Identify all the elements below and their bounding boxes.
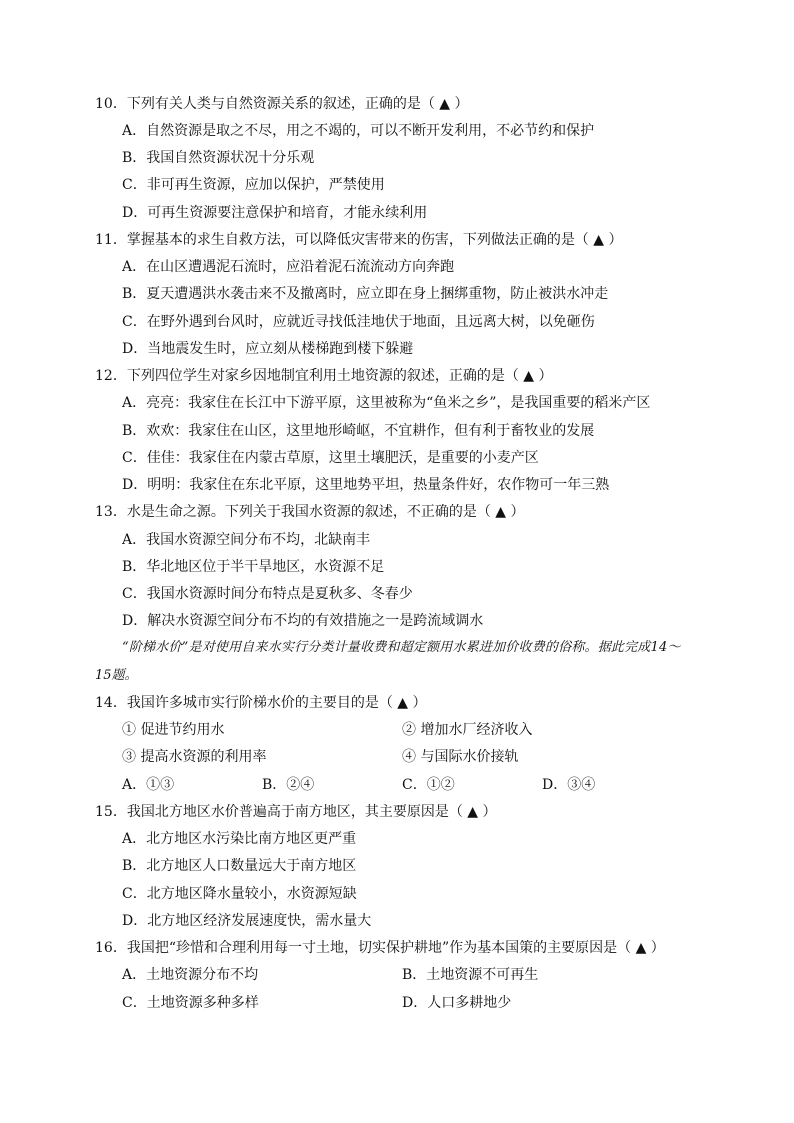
question-13-option-c: C．我国水资源时间分布特点是夏秋多、冬春少 (122, 586, 413, 602)
question-16-option-a: A．土地资源分布不均 (122, 967, 259, 983)
question-16-stem: 16．我国把“珍惜和合理利用每一寸土地，切实保护耕地”作为基本国策的主要原因是（ ▲ ） (95, 940, 665, 956)
question-15-option-c: C．北方地区降水量较小，水资源短缺 (122, 886, 357, 902)
question-11-option-b: B．夏天遭遇洪水袭击来不及撤离时，应立即在身上捆绑重物，防止被洪水冲走 (122, 286, 609, 302)
question-14-stem: 14．我国许多城市实行阶梯水价的主要目的是（ ▲ ） (95, 695, 427, 711)
question-10-option-c: C．非可再生资源，应加以保护，严禁使用 (122, 177, 385, 193)
question-14-option-b: B．②④ (262, 777, 315, 793)
question-11-option-d: D．当地震发生时，应立刻从楼梯跑到楼下躲避 (122, 341, 414, 357)
question-12-option-b: B．欢欢：我家住在山区，这里地形崎岖，不宜耕作，但有利于畜牧业的发展 (122, 423, 595, 439)
question-15-option-d: D．北方地区经济发展速度快，需水量大 (122, 913, 372, 929)
question-13-stem: 13．水是生命之源。下列关于我国水资源的叙述，不正确的是（ ▲ ） (95, 504, 525, 520)
question-14-option-a: A．①③ (122, 777, 175, 793)
question-10-option-a: A．自然资源是取之不尽，用之不竭的，可以不断开发利用，不必节约和保护 (122, 123, 595, 139)
question-12-option-a: A．亮亮：我家住在长江中下游平原，这里被称为“鱼米之乡”，是我国重要的稻米产区 (122, 395, 651, 411)
question-12-option-c: C．佳佳：我家住在内蒙古草原，这里土壤肥沃，是重要的小麦产区 (122, 450, 539, 466)
question-14-statement-1: ① 促进节约用水 (122, 722, 225, 738)
question-13-option-a: A．我国水资源空间分布不均，北缺南丰 (122, 532, 371, 548)
question-11-option-c: C．在野外遇到台风时，应就近寻找低洼地伏于地面，且远离大树，以免砸伤 (122, 314, 595, 330)
question-11-option-a: A．在山区遭遇泥石流时，应沿着泥石流流动方向奔跑 (122, 259, 455, 275)
question-11-stem: 11．掌握基本的求生自救方法，可以降低灾害带来的伤害，下列做法正确的是（ ▲ ） (95, 232, 623, 248)
question-12-option-d: D．明明：我家住在东北平原，这里地势平坦，热量条件好，农作物可一年三熟 (122, 477, 610, 493)
question-15-stem: 15．我国北方地区水价普遍高于南方地区，其主要原因是（ ▲ ） (95, 804, 497, 820)
question-14-option-c: C．①② (402, 777, 455, 793)
question-14-statement-4: ④ 与国际水价接轨 (402, 749, 519, 765)
question-16-option-c: C．土地资源多种多样 (122, 995, 259, 1011)
passage-intro-line-1: “阶梯水价”是对使用自来水实行分类计量收费和超定额用水累进加价收费的俗称。据此完成14～ (122, 640, 681, 655)
question-10-option-b: B．我国自然资源状况十分乐观 (122, 150, 315, 166)
question-10-option-d: D．可再生资源要注意保护和培育，才能永续利用 (122, 205, 428, 221)
question-16-option-b: B．土地资源不可再生 (402, 967, 539, 983)
question-13-option-d: D．解决水资源空间分布不均的有效措施之一是跨流域调水 (122, 613, 484, 629)
question-10-stem: 10．下列有关人类与自然资源关系的叙述，正确的是（ ▲ ） (95, 96, 469, 112)
question-14-statement-3: ③ 提高水资源的利用率 (122, 749, 267, 765)
question-15-option-a: A．北方地区水污染比南方地区更严重 (122, 831, 357, 847)
passage-intro-line-2: 15题。 (95, 668, 138, 683)
question-14-option-d: D．③④ (542, 777, 596, 793)
question-12-stem: 12．下列四位学生对家乡因地制宜利用土地资源的叙述，正确的是（ ▲ ） (95, 368, 553, 384)
question-15-option-b: B．北方地区人口数量远大于南方地区 (122, 858, 357, 874)
question-16-option-d: D．人口多耕地少 (402, 995, 512, 1011)
question-14-statement-2: ② 增加水厂经济收入 (402, 722, 533, 738)
question-13-option-b: B．华北地区位于半干旱地区，水资源不足 (122, 559, 385, 575)
